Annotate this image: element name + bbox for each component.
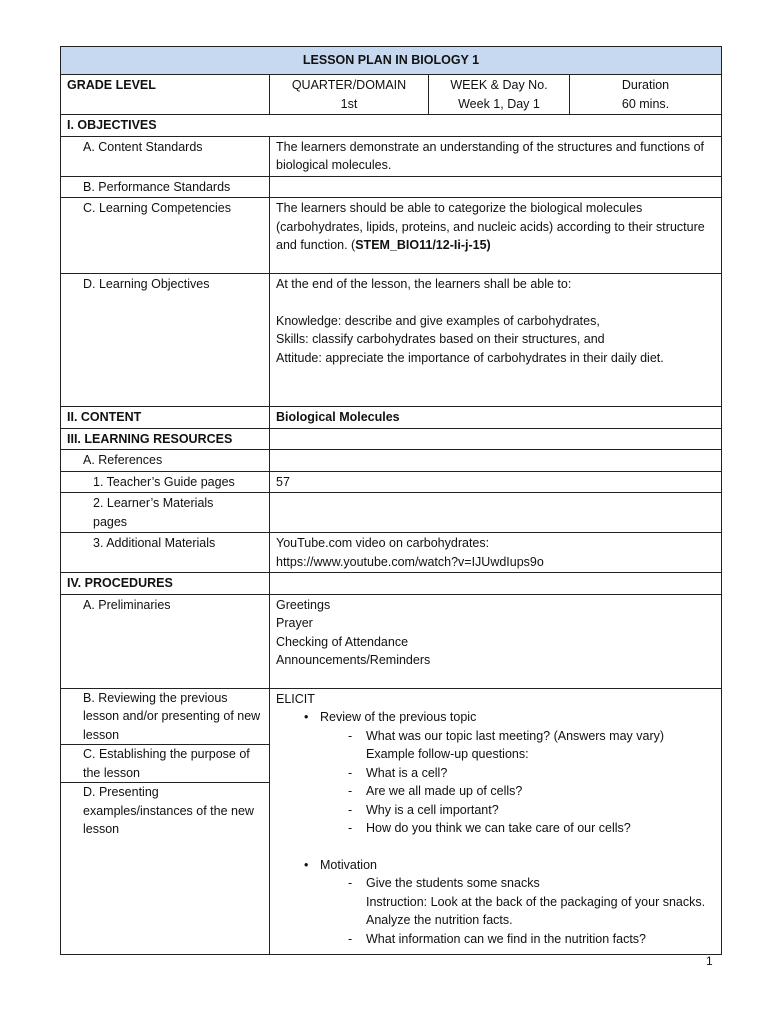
review-bullet: • Review of the previous topic <box>276 708 715 727</box>
learning-competencies-text: The learners should be able to categorize the biological molecules (carbohydrates, lipids, proteins, and nucleic acids) according to their structure and function. (STEM_BIO11/12-Ii-j-15) <box>270 198 722 274</box>
teachers-guide-pages: 57 <box>270 471 722 493</box>
learning-competencies-label: C. Learning Competencies <box>61 198 270 274</box>
elicit-content: ELICIT • Review of the previous topic - What was our topic last meeting? (Answers may vary) Example follow-up questions: - What is a cell? - Are we all made up of cells? - Why is a cell important? - How do you think we can take care of our cells? • Motivation - Give the students some snacks Instruction: Look at the back of the packaging of your snacks. Analyze the nutrition facts. - What information can we find in the nutrition facts? <box>270 688 722 954</box>
step-b-label: B. Reviewing the previous lesson and/or presenting of new lesson <box>83 690 261 742</box>
lesson-plan-table <box>60 46 722 955</box>
quarter-cell: QUARTER/DOMAIN 1st <box>270 75 429 115</box>
learners-materials-label: 2. Learner’s Materials pages <box>61 493 270 533</box>
content-standards-label: A. Content Standards <box>61 136 270 176</box>
preliminaries-list: Greetings Prayer Checking of Attendance Announcements/Reminders <box>270 594 722 688</box>
objectives-heading: I. OBJECTIVES <box>61 115 722 137</box>
youtube-link[interactable]: https://www.youtube.com/watch?v=IJUwdIups9o <box>276 554 544 569</box>
procedure-steps-cell <box>61 688 270 954</box>
learning-objectives-text: At the end of the lesson, the learners shall be able to: Knowledge: describe and give examples of carbohydrates, Skills: classify carbohydrates based on their structures, and Attitude: appreciate the importance of carbohydrates in their daily diet. <box>270 274 722 407</box>
content-heading: II. CONTENT <box>61 407 270 429</box>
resources-heading: III. LEARNING RESOURCES <box>61 428 270 450</box>
performance-standards-text <box>270 176 722 198</box>
performance-standards-label: B. Performance Standards <box>61 176 270 198</box>
additional-materials-label: 3. Additional Materials <box>61 533 270 573</box>
grade-level-label: GRADE LEVEL <box>61 75 270 115</box>
step-c-label: C. Establishing the purpose of the lesson <box>61 744 269 782</box>
motivation-bullet: • Motivation <box>276 856 715 875</box>
learning-objectives-label: D. Learning Objectives <box>61 274 270 407</box>
lesson-plan-page <box>60 46 721 955</box>
preliminaries-label: A. Preliminaries <box>61 594 270 688</box>
procedures-heading: IV. PROCEDURES <box>61 573 270 595</box>
content-value: Biological Molecules <box>270 407 722 429</box>
step-d-label: D. Presenting examples/instances of the new lesson <box>61 782 269 839</box>
teachers-guide-label: 1. Teacher’s Guide pages <box>61 471 270 493</box>
duration-cell: Duration 60 mins. <box>570 75 722 115</box>
additional-materials-text: YouTube.com video on carbohydrates: https://www.youtube.com/watch?v=IJUwdIups9o <box>270 533 722 573</box>
week-cell: WEEK & Day No. Week 1, Day 1 <box>429 75 570 115</box>
content-standards-text: The learners demonstrate an understanding of the structures and functions of biological molecules. <box>270 136 722 176</box>
references-label: A. References <box>61 450 270 472</box>
page-number: 1 <box>706 954 713 968</box>
table-title: LESSON PLAN IN BIOLOGY 1 <box>61 47 722 75</box>
